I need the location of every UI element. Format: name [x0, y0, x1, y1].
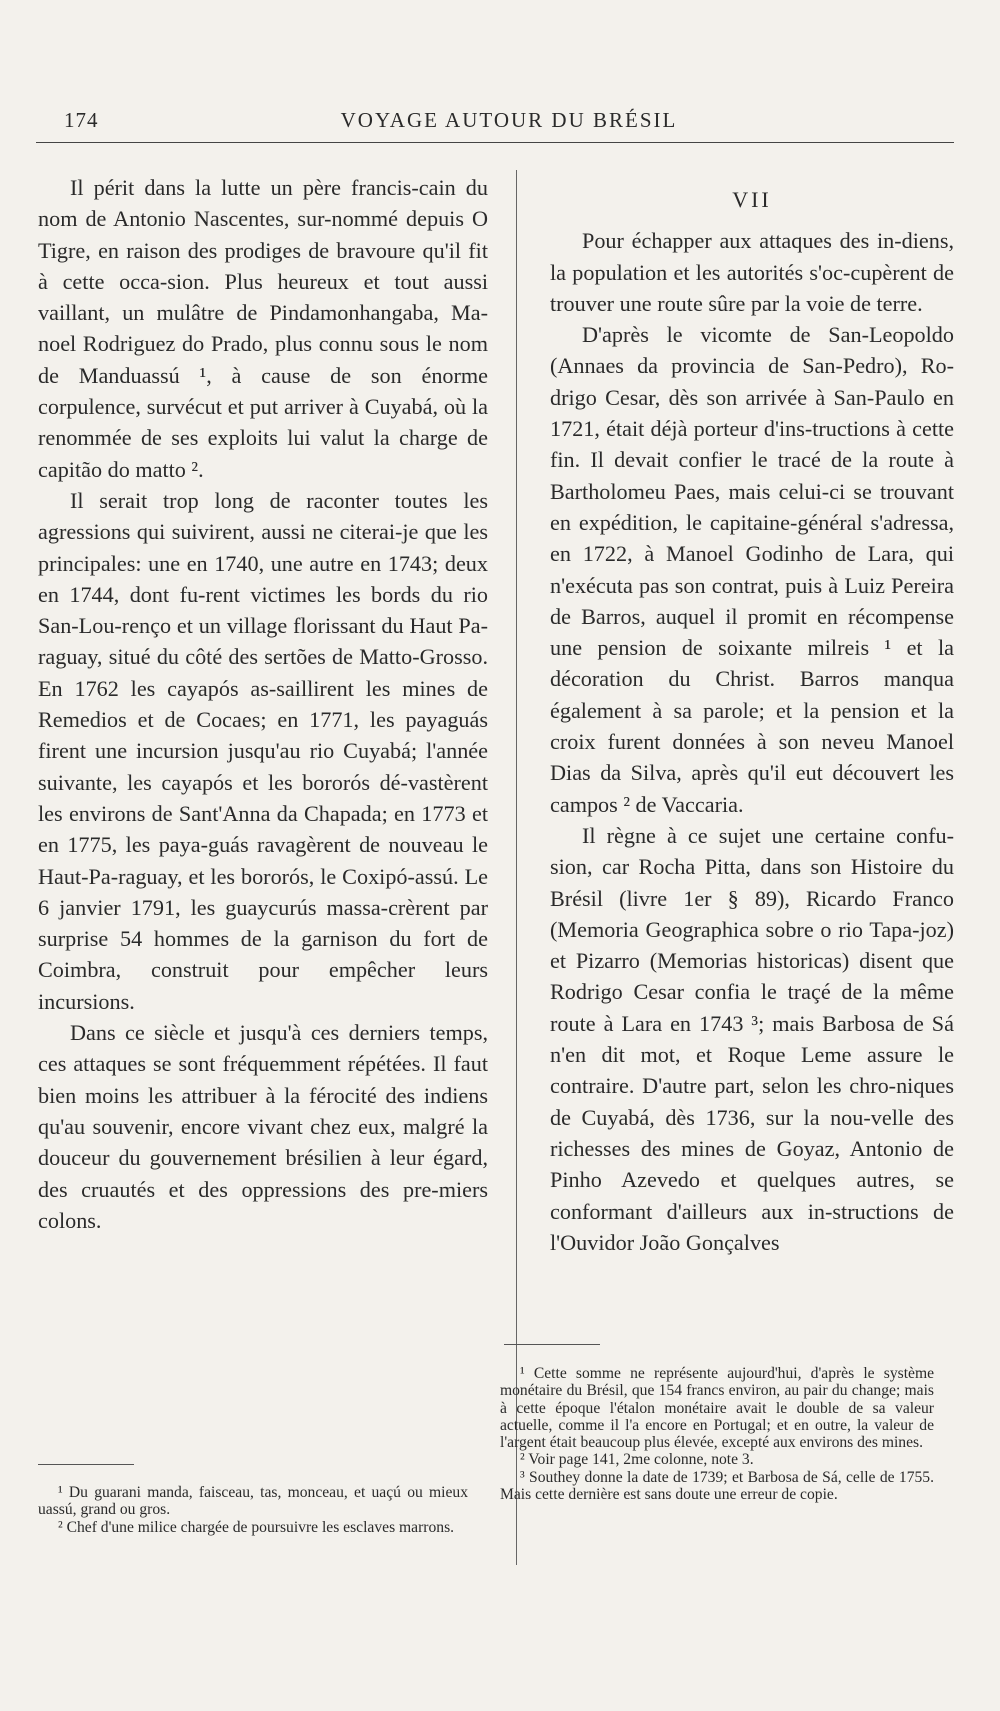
paragraph: D'après le vicomte de San-Leopoldo (Annaes da provincia de San-Pedro), Ro-drigo Cesar, dès son arrivée à San-Paulo en 1721, était déjà porteur d'ins-tructions à cette fin. Il devait confier le tracé de la route à Bartholomeu Paes, mais celui-ci se trouvant en expédition, le capitaine-général s'adressa, en 1722, à Manoel Godinho de Lara, qui n'exécuta pas son contrat, puis à Luiz Pereira de Barros, auquel il promit en récompense une pension de soixante milreis ¹ et la décoration du Christ. Barros manqua également à sa parole; et la pension et la croix furent données à son neveu Manoel Dias da Silva, après qu'il eut découvert les campos ² de Vaccaria. [550, 322, 954, 817]
page-number: 174 [64, 108, 99, 132]
page-header [64, 108, 954, 140]
footnote: ¹ Du guarani manda, faisceau, tas, monceau, et uaçú ou mieux uassú, grand ou gros. [38, 1484, 468, 1519]
section-title: VII [732, 187, 772, 212]
footnotes-right [500, 1365, 934, 1503]
footnotes-left [38, 1484, 468, 1536]
footnote: ² Chef d'une milice chargée de poursuivre les esclaves marrons. [58, 1518, 455, 1536]
paragraph: Dans ce siècle et jusqu'à ces derniers temps, ces attaques se sont fréquemment répétées. Il faut bien moins les attribuer à la férocité des indiens qu'au souvenir, encore vivant chez eux, malgré la douceur du gouvernement brésilien à leur égard, des cruautés et des oppressions des pre-miers colons. [38, 1020, 488, 1233]
paragraph: Il serait trop long de raconter toutes les agressions qui suivirent, aussi ne citerai-je que les principales: une en 1740, une autre en 1743; deux en 1744, dont fu-rent victimes les bords du rio San-Lou-renço et un village florissant du Haut Pa-raguay, situé du côté des sertões de Matto-Grosso. En 1762 les cayapós as-saillirent les mines de Remedios et de Cocaes; en 1771, les payaguás firent une incursion jusqu'au rio Cuyabá; l'année suivante, les cayapós et les bororós dé-vastèrent les environs de Sant'Anna da Chapada; en 1773 et en 1775, les paya-guás ravagèrent de nouveau le Haut-Pa-raguay, et les bororós, le Coxipó-assú. Le 6 janvier 1791, les guaycurús massa-crèrent par surprise 54 hommes de la garnison du fort de Coimbra, construit pour empêcher leurs incursions. [38, 487, 488, 1014]
left-column [38, 172, 488, 1236]
header-rule [36, 142, 954, 143]
paragraph: Pour échapper aux attaques des in-diens, la population et les autorités s'oc-cupèrent de trouver une route sûre par la voie de terre. [550, 228, 954, 316]
footnote-rule-right [504, 1344, 600, 1345]
paragraph: Il périt dans la lutte un père francis-cain du nom de Antonio Nascentes, sur-nommé depuis O Tigre, en raison des prodiges de bravoure qu'il fit à cette occa-sion. Plus heureux et tout aussi vaillant, un mulâtre de Pindamonhangaba, Ma-noel Rodriguez do Prado, plus connu sous le nom de Manduassú ¹, à cause de son énorme corpulence, survécut et put arriver à Cuyabá, où la renommée de ses exploits lui valut la charge de capitão do matto ². [38, 175, 488, 482]
running-title: VOYAGE AUTOUR DU BRÉSIL [340, 108, 678, 132]
footnote: ³ Southey donne la date de 1739; et Barbosa de Sá, celle de 1755. Mais cette dernière est sans doute une erreur de copie. [500, 1468, 934, 1504]
right-column [550, 172, 954, 1258]
paragraph: Il règne à ce sujet une certaine confu-sion, car Rocha Pitta, dans son Histoire du Brésil (livre 1er § 89), Ricardo Franco (Memoria Geographica sobre o rio Tapa-joz) et Pizarro (Memorias historicas) disent que Rodrigo Cesar confia le traçé de la même route à Lara en 1743 ³; mais Barbosa de Sá n'en dit mot, et Roque Leme assure le contraire. D'autre part, selon les chro-niques de Cuyabá, dès 1736, sur la nou-velle des richesses des mines de Goyaz, Antonio de Pinho Azevedo et quelques autres, se conformant d'ailleurs aux in-structions de l'Ouvidor João Gonçalves [550, 822, 954, 1255]
footnote: ² Voir page 141, 2me colonne, note 3. [520, 1451, 754, 1469]
footnote: ¹ Cette somme ne représente aujourd'hui, d'après le système monétaire du Brésil, que 154 francs environ, au pair du change; mais à cette époque l'étalon monétaire avait le double de sa valeur actuelle, comme il l'a encore en Portugal; et en outre, la valeur de l'argent était beaucoup plus élevée, excepté aux environs des mines. [500, 1365, 934, 1452]
footnote-rule-left [38, 1464, 134, 1465]
column-divider [516, 170, 517, 1565]
